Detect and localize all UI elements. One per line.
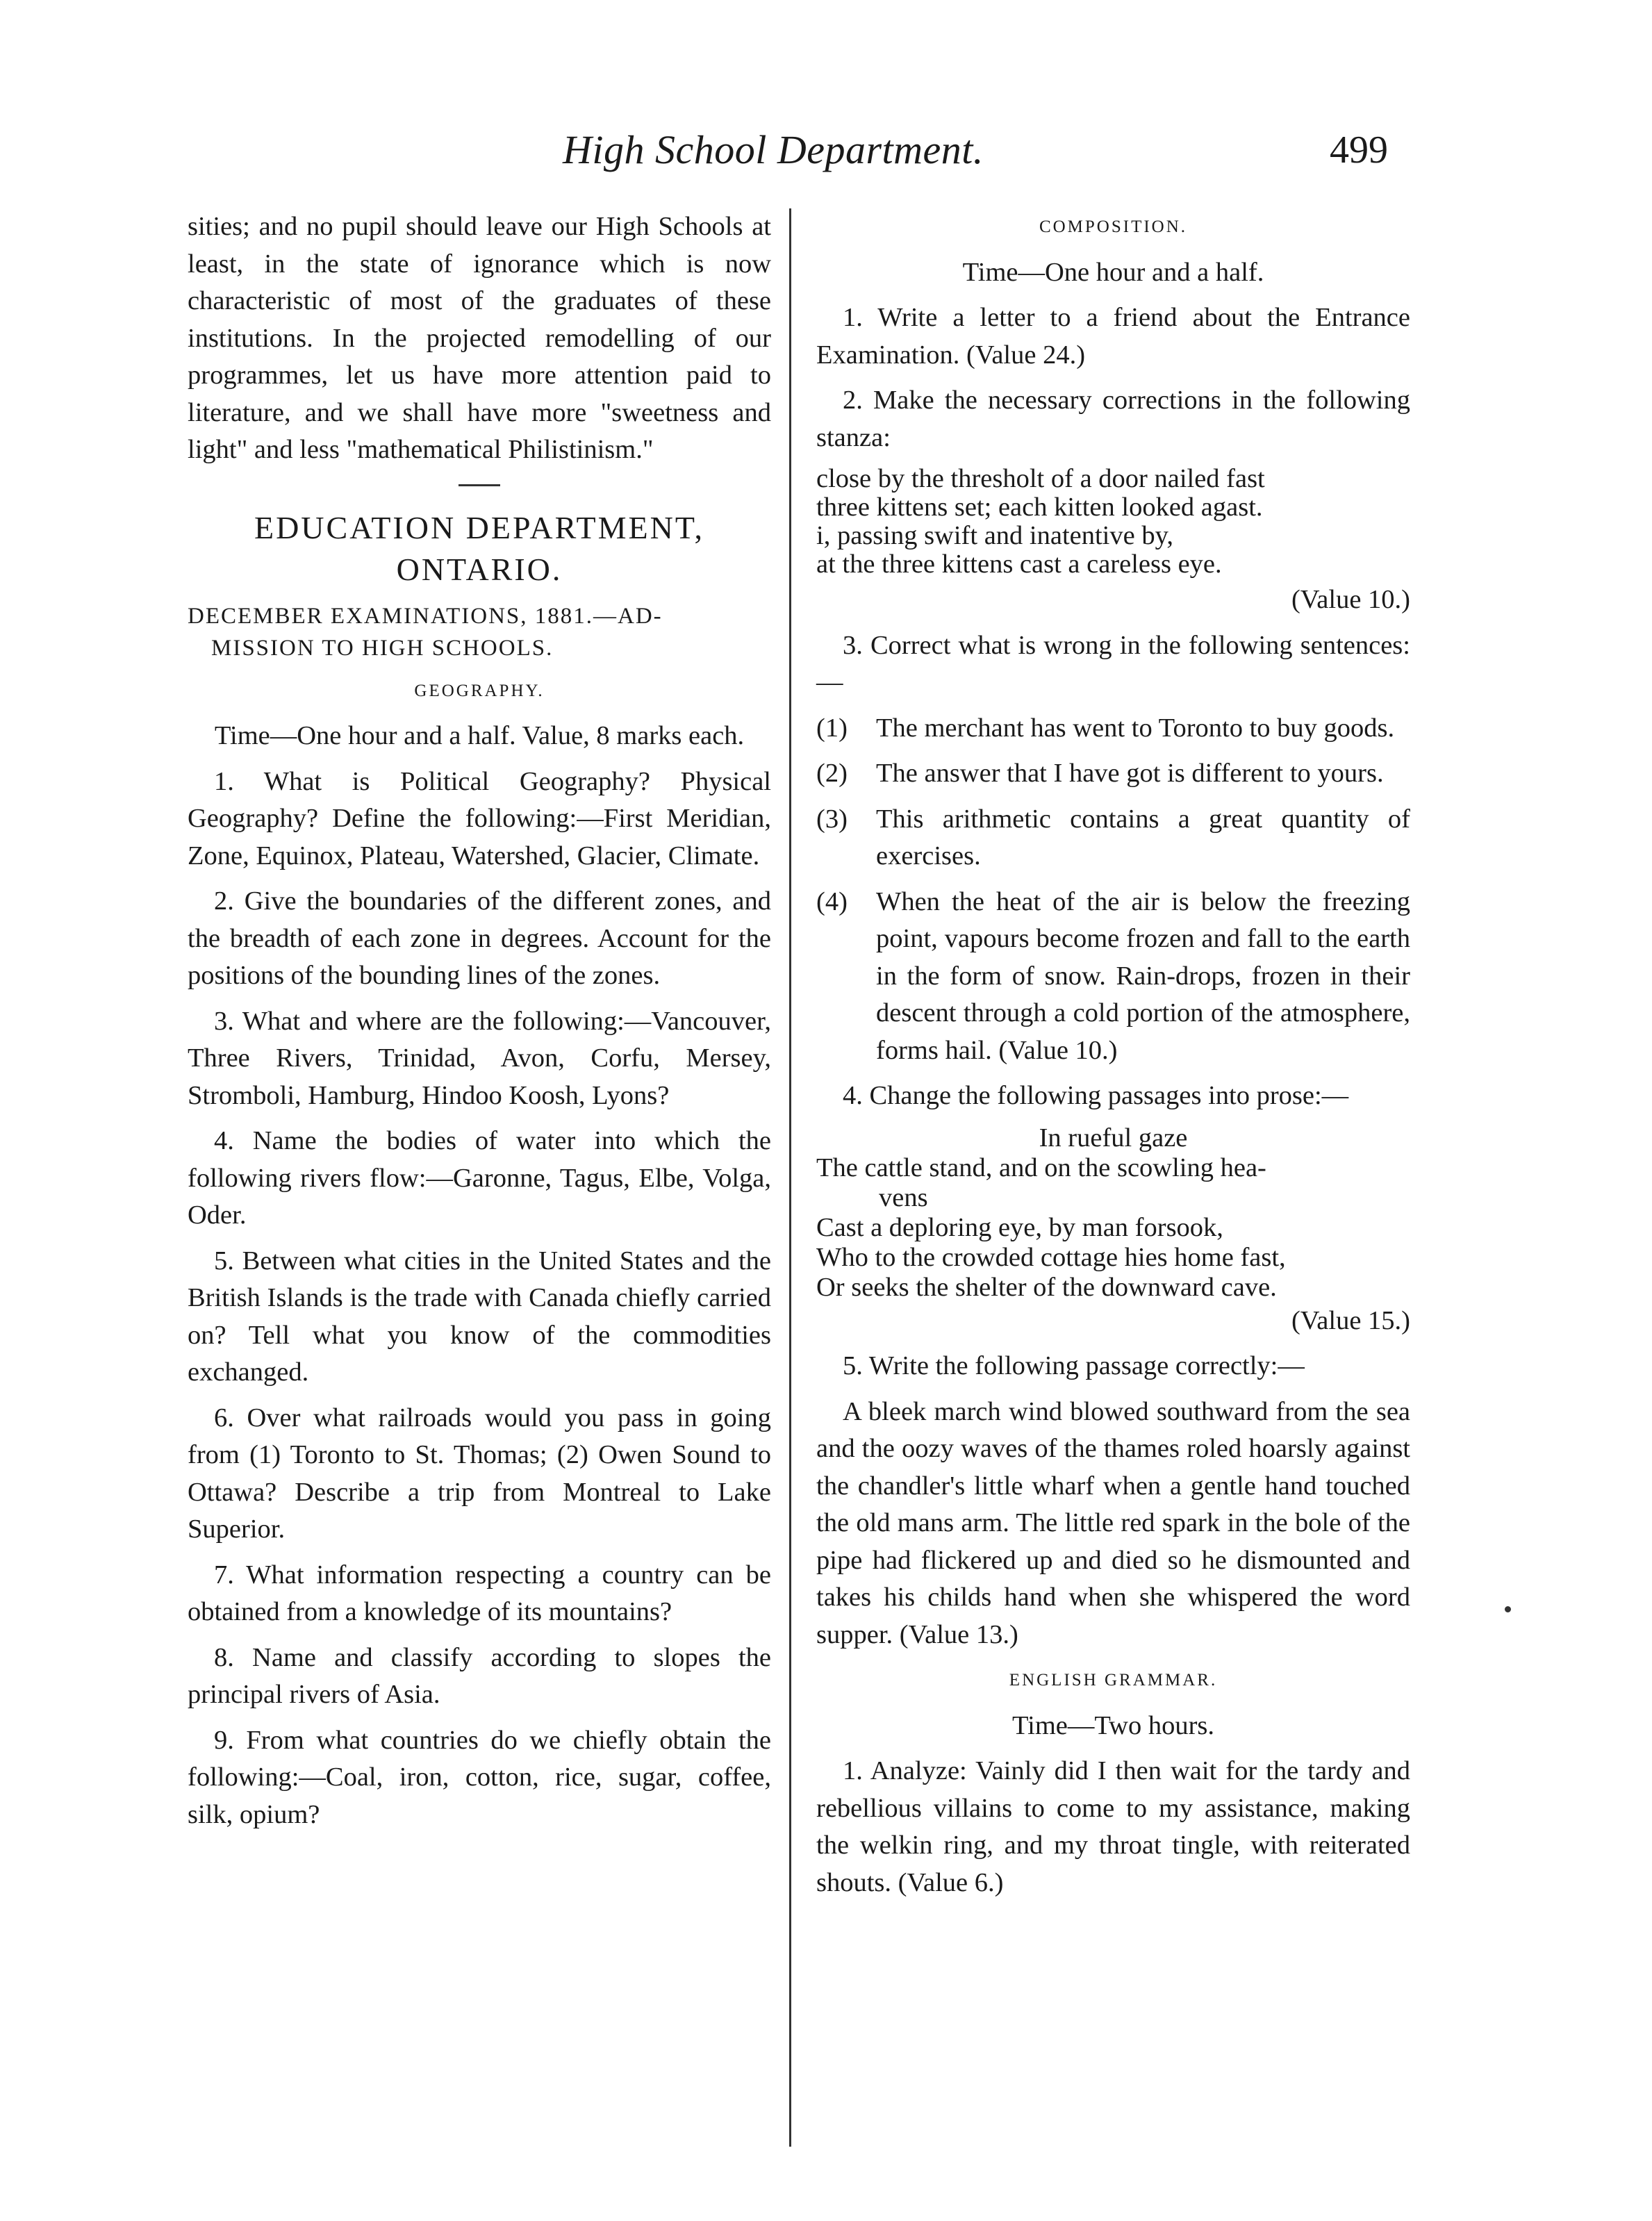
sentence-text: The merchant has went to Toronto to buy goods. <box>876 713 1395 743</box>
page-number: 499 <box>1330 129 1388 172</box>
column-divider <box>789 208 791 2147</box>
sentence-item <box>816 884 1410 1070</box>
grammar-question-1: 1. Analyze: Vainly did I then wait for the tardy and rebellious villains to come to my assistance, making the welkin ring, and my throat tingle, with reiterated shouts. (Value 6.) <box>816 1756 1410 1897</box>
sentence-number: (4) <box>816 886 848 916</box>
poem-passage <box>816 1123 1410 1303</box>
poem-line: Or seeks the shelter of the downward cave. <box>816 1272 1277 1302</box>
sentence-text: This arithmetic contains a great quantity of exercises. <box>876 804 1410 870</box>
geography-question-8: 8. Name and classify according to slopes the principal rivers of Asia. <box>188 1642 771 1709</box>
composition-heading: COMPOSITION. <box>1039 217 1188 236</box>
geography-time: Time—One hour and a half. Value, 8 marks each. <box>214 721 745 750</box>
sentence-number: (3) <box>816 804 848 834</box>
composition-question-3: 3. Correct what is wrong in the following sentences:— <box>816 630 1410 697</box>
stanza <box>816 465 1410 579</box>
sentence-number: (1) <box>816 713 848 743</box>
department-title-line-1: EDUCATION DEPARTMENT, <box>254 509 705 545</box>
poem-line: vens <box>879 1182 928 1212</box>
geography-question-5: 5. Between what cities in the United States and the British Islands is the trade with Canada chiefly carried on? Tell what you know of the commodities exchanged. <box>188 1246 771 1387</box>
print-speck <box>1505 1606 1511 1612</box>
department-title-line-2: ONTARIO. <box>396 551 563 587</box>
running-header: High School Department. <box>563 127 984 172</box>
sentence-item <box>816 801 1410 875</box>
geography-question-3: 3. What and where are the following:—Vancouver, Three Rivers, Trinidad, Avon, Corfu, Mersey, Stromboli, Hamburg, Hindoo Koosh, Lyons? <box>188 1006 771 1110</box>
intro-paragraph: sities; and no pupil should leave our High Schools at least, in the state of ignorance which is now characteristic of most of the graduates of these institutions. In the projected remodelling of our programmes, let us have more attention paid to literature, and we shall have more "sweetness and light" and less "mathematical Philistinism." <box>188 212 771 464</box>
composition-question-4-value: (Value 15.) <box>1291 1305 1410 1335</box>
geography-question-7: 7. What information respecting a country can be obtained from a knowledge of its mountains? <box>188 1560 771 1626</box>
stanza-line: three kittens set; each kitten looked agast. <box>816 493 1263 522</box>
geography-question-2: 2. Give the boundaries of the different zones, and the breadth of each zone in degrees. Account for the positions of the bounding lines of the zones. <box>188 886 771 990</box>
incorrect-passage: A bleek march wind blowed southward from the sea and the oozy waves of the thames roled hoarsly against the chandler's little wharf when a gentle hand touched the old mans arm. The little red spark in the bole of the pipe had flickered up and died so he dismounted and takes his childs hand when she whispered the word supper. (Value 13.) <box>816 1396 1410 1649</box>
grammar-heading: ENGLISH GRAMMAR. <box>1009 1671 1218 1690</box>
composition-question-2-value: (Value 10.) <box>1291 585 1410 614</box>
sentence-item <box>816 755 1410 793</box>
sentence-text: The answer that I have got is different to yours. <box>876 759 1384 788</box>
geography-question-9: 9. From what countries do we chiefly obtain the following:—Coal, iron, cotton, rice, sugar, coffee, silk, opium? <box>188 1725 771 1829</box>
composition-question-1: 1. Write a letter to a friend about the Entrance Examination. (Value 24.) <box>816 303 1410 370</box>
examination-heading-line-1: DECEMBER EXAMINATIONS, 1881.—AD- <box>188 603 663 629</box>
stanza-line: at the three kittens cast a careless eye. <box>816 550 1222 579</box>
examination-heading <box>188 600 771 664</box>
composition-question-4: 4. Change the following passages into prose:— <box>843 1081 1349 1110</box>
section-divider <box>459 484 500 486</box>
stanza-line: i, passing swift and inatentive by, <box>816 521 1173 550</box>
department-title <box>188 507 771 591</box>
geography-question-4: 4. Name the bodies of water into which the following rivers flow:—Garonne, Tagus, Elbe, Volga, Oder. <box>188 1126 771 1230</box>
geography-heading: GEOGRAPHY. <box>414 681 545 700</box>
poem-line: The cattle stand, and on the scowling hea- <box>816 1153 1266 1182</box>
poem-line: Who to the crowded cottage hies home fast, <box>816 1242 1286 1272</box>
sentence-text: When the heat of the air is below the freezing point, vapours become frozen and fall to the earth in the form of snow. Rain-drops, frozen in their descent through a cold portion of the atmosphere, forms hail. (Value 10.) <box>876 886 1410 1065</box>
sentence-item <box>816 710 1410 748</box>
sentence-number: (2) <box>816 759 848 788</box>
poem-line: Cast a deploring eye, by man forsook, <box>816 1212 1223 1242</box>
right-column <box>816 208 1410 1910</box>
composition-question-5: 5. Write the following passage correctly:— <box>843 1351 1305 1380</box>
poem-line: In rueful gaze <box>1039 1123 1188 1153</box>
stanza-line: close by the thresholt of a door nailed fast <box>816 464 1265 493</box>
left-column <box>188 208 771 1842</box>
composition-question-2: 2. Make the necessary corrections in the following stanza: <box>816 386 1410 452</box>
grammar-time: Time—Two hours. <box>1011 1710 1215 1740</box>
geography-question-1: 1. What is Political Geography? Physical Geography? Define the following:—First Meridian, Zone, Equinox, Plateau, Watershed, Glacier, Climate. <box>188 766 771 870</box>
geography-question-6: 6. Over what railroads would you pass in going from (1) Toronto to St. Thomas; (2) Owen Sound to Ottawa? Describe a trip from Montreal to Lake Superior. <box>188 1403 771 1544</box>
composition-time: Time—One hour and a half. <box>962 257 1264 287</box>
examination-heading-line-2: MISSION TO HIGH SCHOOLS. <box>211 635 554 661</box>
